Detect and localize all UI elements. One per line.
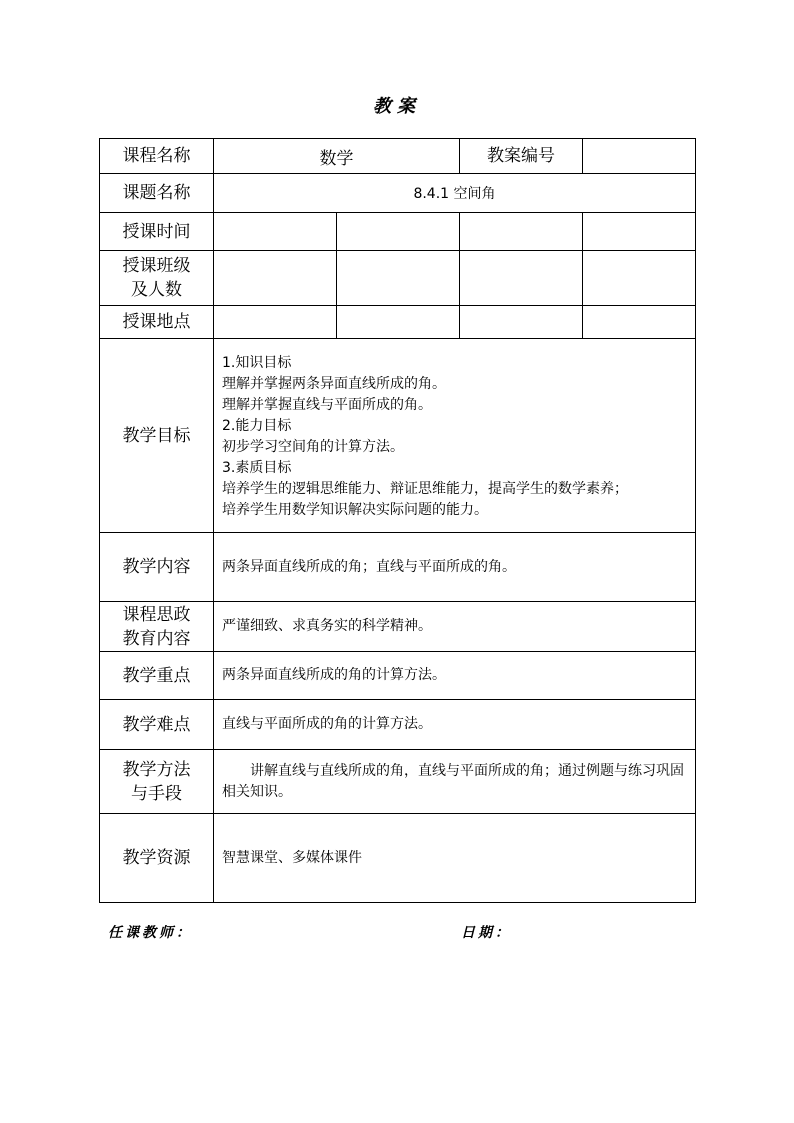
ideology-label-line-2: 教育内容 bbox=[122, 628, 191, 649]
place-cell bbox=[337, 306, 460, 339]
key-label: 教学重点 bbox=[100, 652, 214, 700]
difficulty-label: 教学难点 bbox=[100, 700, 214, 750]
place-cell bbox=[583, 306, 696, 339]
place-cell bbox=[214, 306, 337, 339]
class-label bbox=[100, 251, 214, 306]
method-label-line-1: 教学方法 bbox=[122, 759, 191, 780]
row-method bbox=[100, 750, 696, 814]
method-value: 讲解直线与直线所成的角，直线与平面所成的角；通过例题与练习巩固相关知识。 bbox=[214, 750, 696, 814]
goal-line: 初步学习空间角的计算方法。 bbox=[222, 439, 404, 455]
row-content bbox=[100, 533, 696, 602]
place-cell bbox=[460, 306, 583, 339]
goal-line: 2.能力目标 bbox=[222, 418, 292, 434]
goal-line: 理解并掌握两条异面直线所成的角。 bbox=[222, 376, 446, 392]
goals-content bbox=[214, 339, 696, 533]
method-label-line-2: 与手段 bbox=[131, 783, 182, 804]
ideology-label-line-1: 课程思政 bbox=[122, 604, 191, 625]
class-label-line-2: 及人数 bbox=[131, 280, 182, 300]
goal-line: 3.素质目标 bbox=[222, 460, 292, 476]
teacher-label: 任课教师： bbox=[108, 925, 193, 941]
place-label: 授课地点 bbox=[100, 306, 214, 339]
row-course bbox=[100, 139, 696, 174]
row-goals bbox=[100, 339, 696, 533]
time-cell bbox=[214, 213, 337, 251]
lesson-plan-table bbox=[99, 138, 696, 903]
plan-no-value bbox=[583, 139, 696, 174]
row-time bbox=[100, 213, 696, 251]
resources-value: 智慧课堂、多媒体课件 bbox=[214, 814, 696, 903]
goal-line: 1.知识目标 bbox=[222, 355, 292, 371]
ideology-value: 严谨细致、求真务实的科学精神。 bbox=[214, 602, 696, 652]
row-topic bbox=[100, 174, 696, 213]
difficulty-value: 直线与平面所成的角的计算方法。 bbox=[214, 700, 696, 750]
key-value: 两条异面直线所成的角的计算方法。 bbox=[214, 652, 696, 700]
class-label-line-1: 授课班级 bbox=[122, 256, 191, 276]
goal-line: 培养学生用数学知识解决实际问题的能力。 bbox=[222, 502, 488, 518]
plan-no-label: 教案编号 bbox=[460, 139, 583, 174]
class-cell bbox=[337, 251, 460, 306]
class-cell bbox=[583, 251, 696, 306]
date-label: 日期： bbox=[461, 925, 512, 941]
goals-label: 教学目标 bbox=[100, 339, 214, 533]
row-resources bbox=[100, 814, 696, 903]
goal-line: 理解并掌握直线与平面所成的角。 bbox=[222, 397, 432, 413]
time-cell bbox=[460, 213, 583, 251]
course-name-value: 数学 bbox=[214, 139, 460, 174]
resources-label: 教学资源 bbox=[100, 814, 214, 903]
row-class bbox=[100, 251, 696, 306]
content-label: 教学内容 bbox=[100, 533, 214, 602]
time-cell bbox=[337, 213, 460, 251]
topic-label: 课题名称 bbox=[100, 174, 214, 213]
time-cell bbox=[583, 213, 696, 251]
method-label bbox=[100, 750, 214, 814]
row-ideology bbox=[100, 602, 696, 652]
class-cell bbox=[460, 251, 583, 306]
content-value: 两条异面直线所成的角；直线与平面所成的角。 bbox=[214, 533, 696, 602]
course-name-label: 课程名称 bbox=[100, 139, 214, 174]
topic-value: 8.4.1 空间角 bbox=[214, 174, 696, 213]
ideology-label bbox=[100, 602, 214, 652]
goal-line: 培养学生的逻辑思维能力、辩证思维能力，提高学生的数学素养； bbox=[222, 481, 628, 497]
row-difficulty bbox=[100, 700, 696, 750]
document-title: 教案 bbox=[373, 96, 421, 117]
time-label: 授课时间 bbox=[100, 213, 214, 251]
row-place bbox=[100, 306, 696, 339]
row-key bbox=[100, 652, 696, 700]
class-cell bbox=[214, 251, 337, 306]
